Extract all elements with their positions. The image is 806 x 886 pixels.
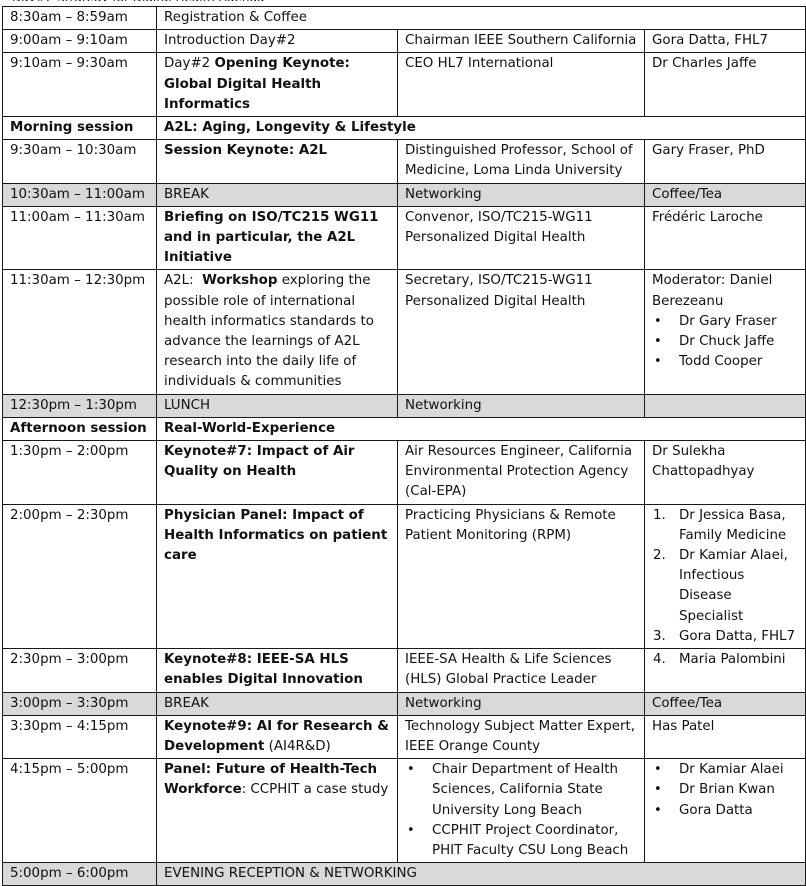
session-title: Workshop: [202, 273, 278, 289]
role-cell: Networking: [398, 692, 645, 715]
list-item: • Gora Datta: [652, 801, 798, 821]
session-prefix: A2L:: [164, 273, 203, 289]
time-cell: 9:00am – 9:10am: [3, 30, 157, 53]
time-cell: 11:30am – 12:30pm: [3, 270, 157, 394]
table-row: [3, 441, 806, 505]
table-row: [3, 117, 806, 140]
role-cell: Air Resources Engineer, California Environmental Protection Agency (Cal-EPA): [398, 441, 645, 505]
session-cell: Keynote#7: Impact of Air Quality on Health: [157, 441, 398, 505]
role-cell: IEEE-SA Health & Life Sciences (HLS) Global Practice Leader: [398, 649, 645, 692]
table-row: [3, 692, 806, 715]
table-row: [3, 504, 806, 648]
session-cell: [157, 715, 398, 758]
role-cell: Secretary, ISO/TC215-WG11 Personalized Digital Health: [398, 270, 645, 394]
table-row: [3, 7, 806, 30]
list-item: • Todd Cooper: [652, 352, 798, 372]
session-heading: Morning session: [3, 117, 157, 140]
table-row: [3, 206, 806, 270]
time-cell: 9:10am – 9:30am: [3, 53, 157, 117]
role-cell: Chairman IEEE Southern California: [398, 30, 645, 53]
table-row: [3, 183, 806, 206]
speaker-cell: [645, 394, 806, 417]
speaker-cell: Coffee/Tea: [645, 183, 806, 206]
speaker-cell: [645, 759, 806, 863]
session-title: Opening Keynote: Global Digital Health Informatics: [164, 56, 350, 112]
table-row: [3, 863, 806, 886]
speaker-cell: Coffee/Tea: [645, 692, 806, 715]
time-cell: 10:30am – 11:00am: [3, 183, 157, 206]
table-row: [3, 53, 806, 117]
role-cell: Networking: [398, 394, 645, 417]
time-cell: 4:15pm – 5:00pm: [3, 759, 157, 863]
speaker-cell: [645, 504, 806, 648]
session-theme: A2L: Aging, Longevity & Lifestyle: [157, 117, 806, 140]
time-cell: 3:00pm – 3:30pm: [3, 692, 157, 715]
list-item: • Dr Brian Kwan: [652, 780, 798, 800]
speaker-cell: Has Patel: [645, 715, 806, 758]
agenda-caption: [12, 0, 264, 1]
speaker-list: [652, 506, 798, 647]
list-item: • Dr Chuck Jaffe: [652, 332, 798, 352]
time-cell: 2:30pm – 3:00pm: [3, 649, 157, 692]
table-row: [3, 394, 806, 417]
time-cell: 1:30pm – 2:00pm: [3, 441, 157, 505]
speaker-list: [652, 312, 798, 373]
session-title: Keynote#9: AI for Research & Development: [164, 718, 389, 754]
role-cell: Networking: [398, 183, 645, 206]
role-cell: Technology Subject Matter Expert, IEEE Orange County: [398, 715, 645, 758]
time-cell: 5:00pm – 6:00pm: [3, 863, 157, 886]
session-cell: [157, 53, 398, 117]
session-cell: [157, 759, 398, 863]
session-cell: BREAK: [157, 692, 398, 715]
speaker-cell: Gora Datta, FHL7: [645, 30, 806, 53]
session-cell: Registration & Coffee: [157, 7, 806, 30]
role-list: [405, 760, 637, 861]
table-row: [3, 715, 806, 758]
session-cell: Briefing on ISO/TC215 WG11 and in particular, the A2L Initiative: [157, 206, 398, 270]
session-cell: LUNCH: [157, 394, 398, 417]
session-description: : CCPHIT a case study: [241, 782, 389, 798]
speaker-cell: Frédéric Laroche: [645, 206, 806, 270]
session-heading: Afternoon session: [3, 417, 157, 440]
list-item: 4. Maria Palombini: [653, 652, 786, 668]
session-cell: Keynote#8: IEEE-SA HLS enables Digital Innovation: [157, 649, 398, 692]
table-row: [3, 417, 806, 440]
role-cell: Convenor, ISO/TC215-WG11 Personalized Digital Health: [398, 206, 645, 270]
list-item: • Dr Gary Fraser: [652, 312, 798, 332]
list-item: • Dr Kamiar Alaei: [652, 760, 798, 780]
speaker-cell: Gary Fraser, PhD: [645, 140, 806, 183]
speaker-cell: Dr Charles Jaffe: [645, 53, 806, 117]
time-cell: 3:30pm – 4:15pm: [3, 715, 157, 758]
role-cell: Practicing Physicians & Remote Patient Monitoring (RPM): [398, 504, 645, 648]
table-row: [3, 140, 806, 183]
session-description: exploring the possible role of international health informatics standards to advance the learnings of A2L research into the daily life of individuals & communities: [164, 273, 374, 390]
time-cell: 11:00am – 11:30am: [3, 206, 157, 270]
role-cell: Distinguished Professor, School of Medicine, Loma Linda University: [398, 140, 645, 183]
time-cell: 8:30am – 8:59am: [3, 7, 157, 30]
speaker-list: [652, 760, 798, 821]
agenda-table: [2, 6, 806, 886]
list-item: • Chair Department of Health Sciences, California State University Long Beach: [405, 760, 637, 821]
speaker-cell: Dr Sulekha Chattopadhyay: [645, 441, 806, 505]
speaker-cell: [645, 270, 806, 394]
list-item: 3. Gora Datta, FHL7: [653, 628, 796, 644]
table-row: [3, 759, 806, 863]
session-description: (AI4R&D): [264, 738, 331, 754]
role-cell: [398, 759, 645, 863]
moderator: Moderator: Daniel Berezeanu: [652, 273, 773, 309]
session-cell: [157, 270, 398, 394]
speaker-cell: [645, 649, 806, 692]
session-cell: Session Keynote: A2L: [157, 140, 398, 183]
session-title: Panel: Future of Health-Tech Workforce: [164, 762, 378, 798]
table-row: [3, 30, 806, 53]
table-row: [3, 649, 806, 692]
list-item: 1. Dr Jessica Basa, Family Medicine: [653, 507, 787, 543]
role-cell: CEO HL7 International: [398, 53, 645, 117]
session-prefix: Day#2: [164, 56, 215, 72]
speaker-list: [652, 650, 798, 670]
session-cell: Introduction Day#2: [157, 30, 398, 53]
time-cell: 9:30am – 10:30am: [3, 140, 157, 183]
time-cell: 12:30pm – 1:30pm: [3, 394, 157, 417]
session-cell: Physician Panel: Impact of Health Informatics on patient care: [157, 504, 398, 648]
table-row: [3, 270, 806, 394]
session-theme: Real-World-Experience: [157, 417, 806, 440]
list-item: 2. Dr Kamiar Alaei, Infectious Disease Specialist: [653, 548, 788, 624]
session-cell: EVENING RECEPTION & NETWORKING: [157, 863, 806, 886]
time-cell: 2:00pm – 2:30pm: [3, 504, 157, 648]
list-item: • CCPHIT Project Coordinator, PHIT Faculty CSU Long Beach: [405, 821, 637, 861]
session-cell: BREAK: [157, 183, 398, 206]
